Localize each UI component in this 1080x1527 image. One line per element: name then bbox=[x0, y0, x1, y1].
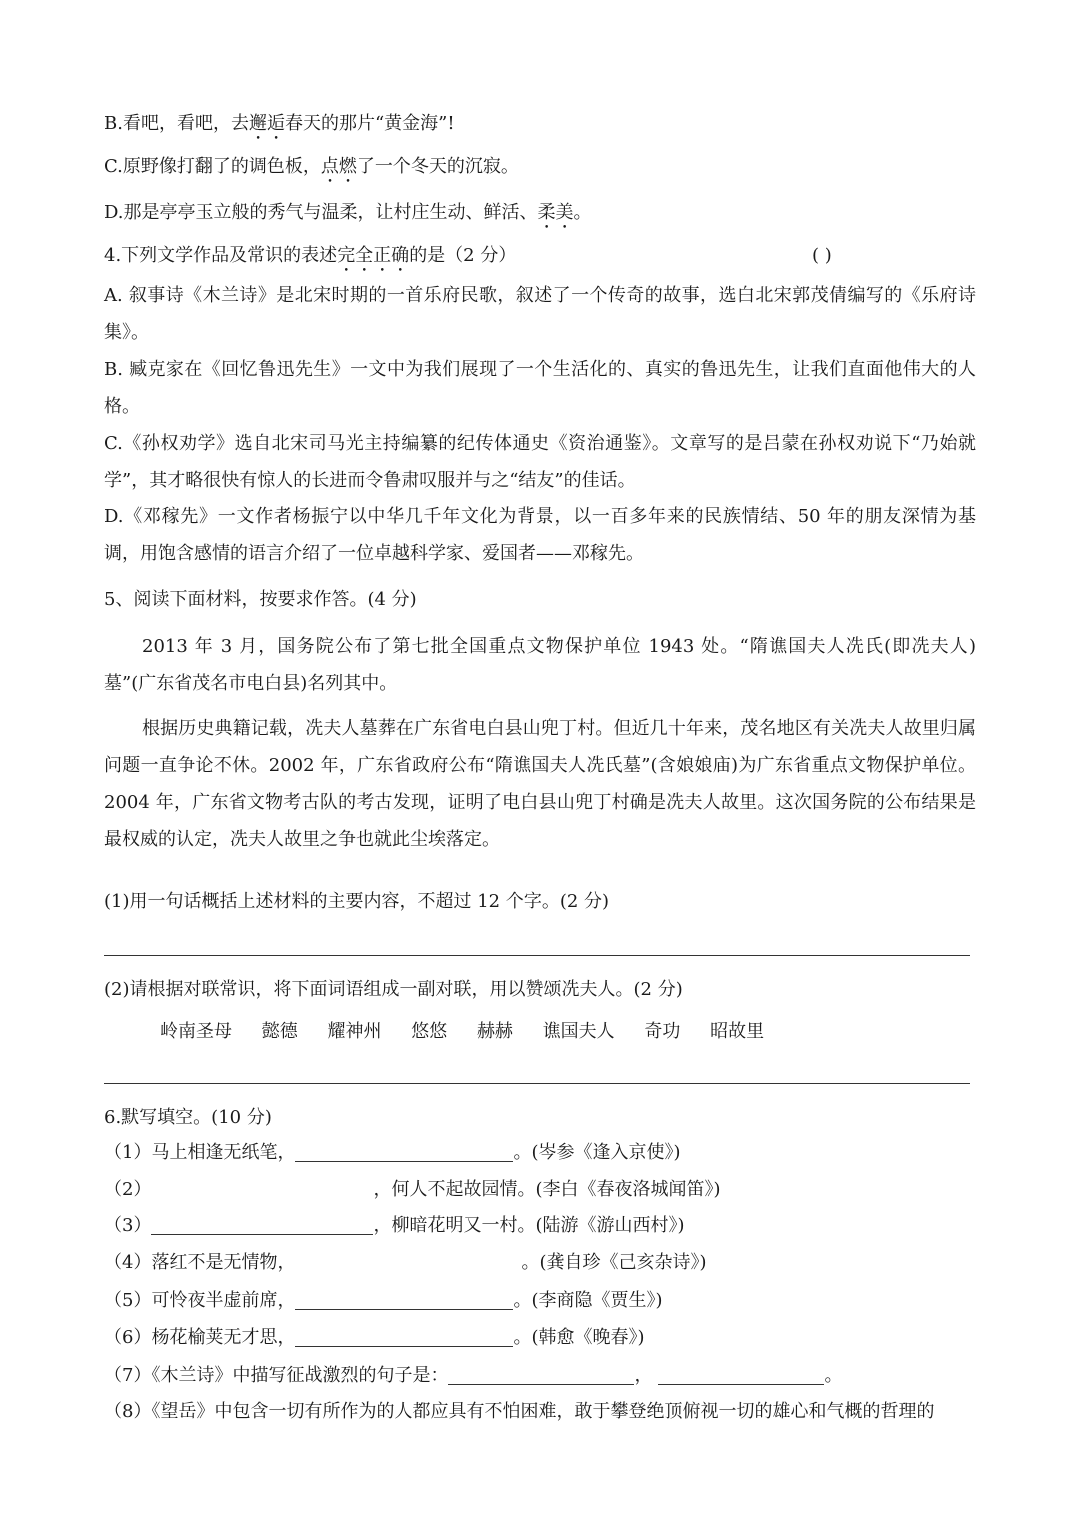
q4-option-c: C.《孙权劝学》选自北宋司马光主持编纂的纪传体通史《资治通鉴》。文章写的是吕蒙在孙权劝说下“乃始就学”，其才略很快有惊人的长进而令鲁肃叹服并与之“结友”的佳话。 bbox=[104, 433, 976, 491]
q6-title: 6.默写填空。(10 分) bbox=[104, 1107, 272, 1128]
q6-item-pre: 马上相逢无纸笔， bbox=[151, 1142, 296, 1163]
q6-item-3 bbox=[104, 1214, 685, 1238]
q3-option-d-text: D.那是亭亭玉立般的秀气与温柔，让村庄生动、鲜活、 bbox=[104, 202, 538, 223]
q6-item-post: 。(李商隐《贾生》) bbox=[513, 1290, 663, 1311]
q6-item-7 bbox=[104, 1364, 842, 1388]
q6-item-1 bbox=[104, 1141, 681, 1165]
q5-sub-1-answer-line[interactable] bbox=[104, 955, 970, 956]
q3-option-d bbox=[104, 201, 592, 233]
q3-option-c bbox=[104, 155, 519, 187]
q6-item-post: 。 bbox=[824, 1365, 843, 1386]
word-item: 悠悠 bbox=[411, 1021, 448, 1042]
q6-item-number: （6） bbox=[104, 1327, 152, 1348]
q6-item-8: （8）《望岳》中包含一切有所作为的人都应具有不怕困难，敢于攀登绝顶俯视一切的雄心和气概的哲理的 bbox=[104, 1401, 935, 1422]
q6-item-number: （3） bbox=[104, 1215, 152, 1236]
q3-option-b-text: B.看吧，看吧，去 bbox=[104, 113, 249, 134]
q6-blank[interactable] bbox=[295, 1328, 513, 1347]
q5-para-2: 根据历史典籍记载，冼夫人墓葬在广东省电白县山兜丁村。但近几十年来，茂名地区有关冼夫人故里归属问题一直争论不休。2002 年，广东省政府公布“隋谯国夫人冼氏墓”(含娘娘庙)为广东省重点文物保护单位。2004 年，广东省文物考古队的考古发现，证明了电白县山兜丁村确是冼夫人故里。这次国务院的公布结果是最权威的认定，冼夫人故里之争也就此尘埃落定。 bbox=[104, 718, 976, 850]
q6-blank[interactable] bbox=[295, 1291, 513, 1310]
q4-option-a: A. 叙事诗《木兰诗》是北宋时期的一首乐府民歌，叙述了一个传奇的故事，选白北宋郭茂倩编写的《乐府诗集》。 bbox=[104, 285, 976, 343]
q6-item-4 bbox=[104, 1251, 707, 1275]
q6-blank[interactable] bbox=[151, 1180, 373, 1199]
q6-item-post: ，柳暗花明又一村。(陆游《游山西村》) bbox=[373, 1215, 685, 1236]
q6-item-post: 。(龚自珍《己亥杂诗》) bbox=[521, 1252, 707, 1273]
q3-option-c-text: C.原野像打翻了的调色板， bbox=[104, 156, 321, 177]
q4-answer-paren[interactable]: ( ) bbox=[812, 245, 832, 266]
q6-item-number: （5） bbox=[104, 1290, 152, 1311]
q3-option-d-tail: 。 bbox=[573, 202, 592, 223]
q5-sub-2-answer-line[interactable] bbox=[104, 1083, 970, 1084]
q6-item-sep: ， bbox=[634, 1365, 653, 1386]
q5-sub-2: (2)请根据对联常识，将下面词语组成一副对联，用以赞颂冼夫人。(2 分) bbox=[104, 979, 683, 1000]
q6-blank[interactable] bbox=[151, 1216, 373, 1235]
q5-sub-1: (1)用一句话概括上述材料的主要内容，不超过 12 个字。(2 分) bbox=[104, 891, 610, 912]
q3-option-b-tail: 春天的那片“黄金海”! bbox=[284, 113, 455, 134]
q6-item-number: （1） bbox=[104, 1142, 152, 1163]
word-item: 岭南圣母 bbox=[160, 1021, 232, 1042]
q6-item-number: （7） bbox=[104, 1365, 152, 1386]
q6-item-pre: 落红不是无情物， bbox=[151, 1252, 296, 1273]
q6-item-2 bbox=[104, 1178, 721, 1202]
q6-item-post: ，何人不起故园情。(李白《春夜洛城闻笛》) bbox=[373, 1179, 721, 1200]
word-item: 耀神州 bbox=[327, 1021, 382, 1042]
q6-item-pre: 可怜夜半虚前席， bbox=[151, 1290, 296, 1311]
q4-stem-text: 4.下列文学作品及常识的表述 bbox=[104, 245, 338, 266]
word-item: 赫赫 bbox=[476, 1021, 513, 1042]
word-item: 谯国夫人 bbox=[542, 1021, 615, 1042]
q6-item-number: （2） bbox=[104, 1179, 152, 1200]
q4-option-b: B. 臧克家在《回忆鲁迅先生》一文中为我们展现了一个生活化的、真实的鲁迅先生，让我们直面他伟大的人格。 bbox=[104, 359, 976, 417]
q4-stem-dotted: 完全正确 bbox=[337, 245, 410, 266]
word-item: 昭故里 bbox=[710, 1021, 765, 1042]
q6-item-6 bbox=[104, 1326, 645, 1350]
q6-item-5 bbox=[104, 1289, 663, 1313]
q4-stem-tail: 的是（2 分） bbox=[409, 245, 517, 266]
word-item: 懿德 bbox=[261, 1021, 298, 1042]
q5-para-1: 2013 年 3 月，国务院公布了第七批全国重点文物保护单位 1943 处。“隋谯国夫人冼氏(即冼夫人)墓”(广东省茂名市电白县)名列其中。 bbox=[104, 636, 976, 694]
q6-item-number: （4） bbox=[104, 1252, 152, 1273]
q6-item-pre: 《木兰诗》中描写征战激烈的句子是： bbox=[151, 1365, 449, 1386]
q3-option-c-tail: 了一个冬天的沉寂。 bbox=[356, 156, 519, 177]
q3-option-b bbox=[104, 112, 455, 144]
q6-blank[interactable] bbox=[295, 1143, 513, 1162]
q5-word-list bbox=[160, 1020, 788, 1044]
q6-item-pre: 杨花榆荚无才思， bbox=[151, 1327, 296, 1348]
q3-option-d-dotted: 柔美 bbox=[537, 202, 574, 223]
q5-title: 5、阅读下面材料，按要求作答。(4 分) bbox=[104, 589, 417, 610]
q6-blank[interactable] bbox=[448, 1366, 634, 1385]
q3-option-b-dotted: 邂逅 bbox=[248, 113, 285, 134]
q4-stem bbox=[104, 244, 976, 276]
q3-option-c-dotted: 点燃 bbox=[320, 156, 357, 177]
q6-item-post: 。(岑参《逢入京使》) bbox=[513, 1142, 681, 1163]
q6-item-post: 。(韩愈《晚春》) bbox=[513, 1327, 645, 1348]
q6-blank[interactable] bbox=[658, 1366, 824, 1385]
q4-option-d: D.《邓稼先》一文作者杨振宁以中华几千年文化为背景，以一百多年来的民族情结、50 年的朋友深情为基调，用饱含感情的语言介绍了一位卓越科学家、爱国者——邓稼先。 bbox=[104, 506, 976, 564]
q6-blank[interactable] bbox=[295, 1253, 521, 1272]
word-item: 奇功 bbox=[644, 1021, 681, 1042]
